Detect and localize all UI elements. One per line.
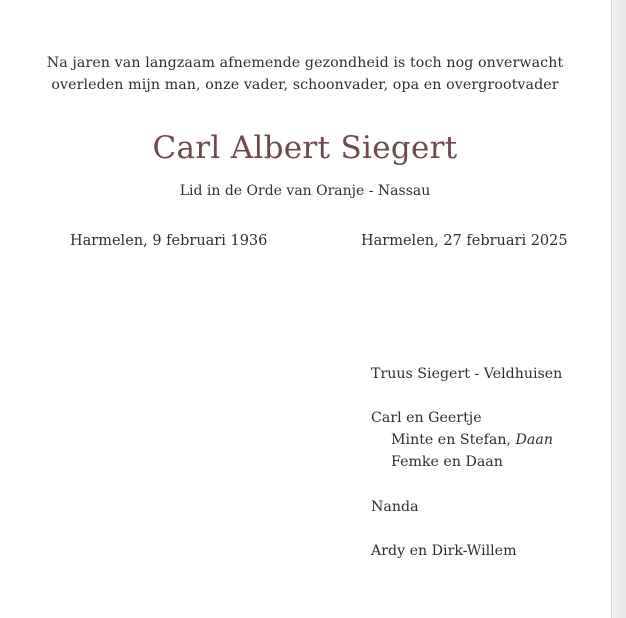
family-spouse: Truus Siegert - Veldhuisen — [371, 366, 563, 382]
grandchild-1-names: Minte en Stefan, — [391, 432, 512, 448]
birth-place-date: Harmelen, 9 februari 1936 — [70, 233, 268, 249]
intro-line-2: overleden mijn man, onze vader, schoonvader, opa en overgrootvader — [51, 77, 559, 93]
honour-line: Lid in de Orde van Oranje - Nassau — [179, 183, 431, 199]
deceased-name: Carl Albert Siegert — [152, 130, 458, 166]
death-place-date: Harmelen, 27 februari 2025 — [361, 233, 568, 249]
great-grandchild-name: Daan — [515, 432, 553, 448]
family-child-2: Nanda — [371, 499, 419, 515]
family-grandchild-1 — [391, 430, 553, 450]
page-edge — [611, 0, 626, 618]
family-grandchild-2: Femke en Daan — [391, 454, 503, 470]
intro-line-1: Na jaren van langzaam afnemende gezondheid is toch nog onverwacht — [46, 55, 564, 71]
family-child-3: Ardy en Dirk-Willem — [371, 543, 517, 559]
family-child-1: Carl en Geertje — [371, 410, 482, 426]
